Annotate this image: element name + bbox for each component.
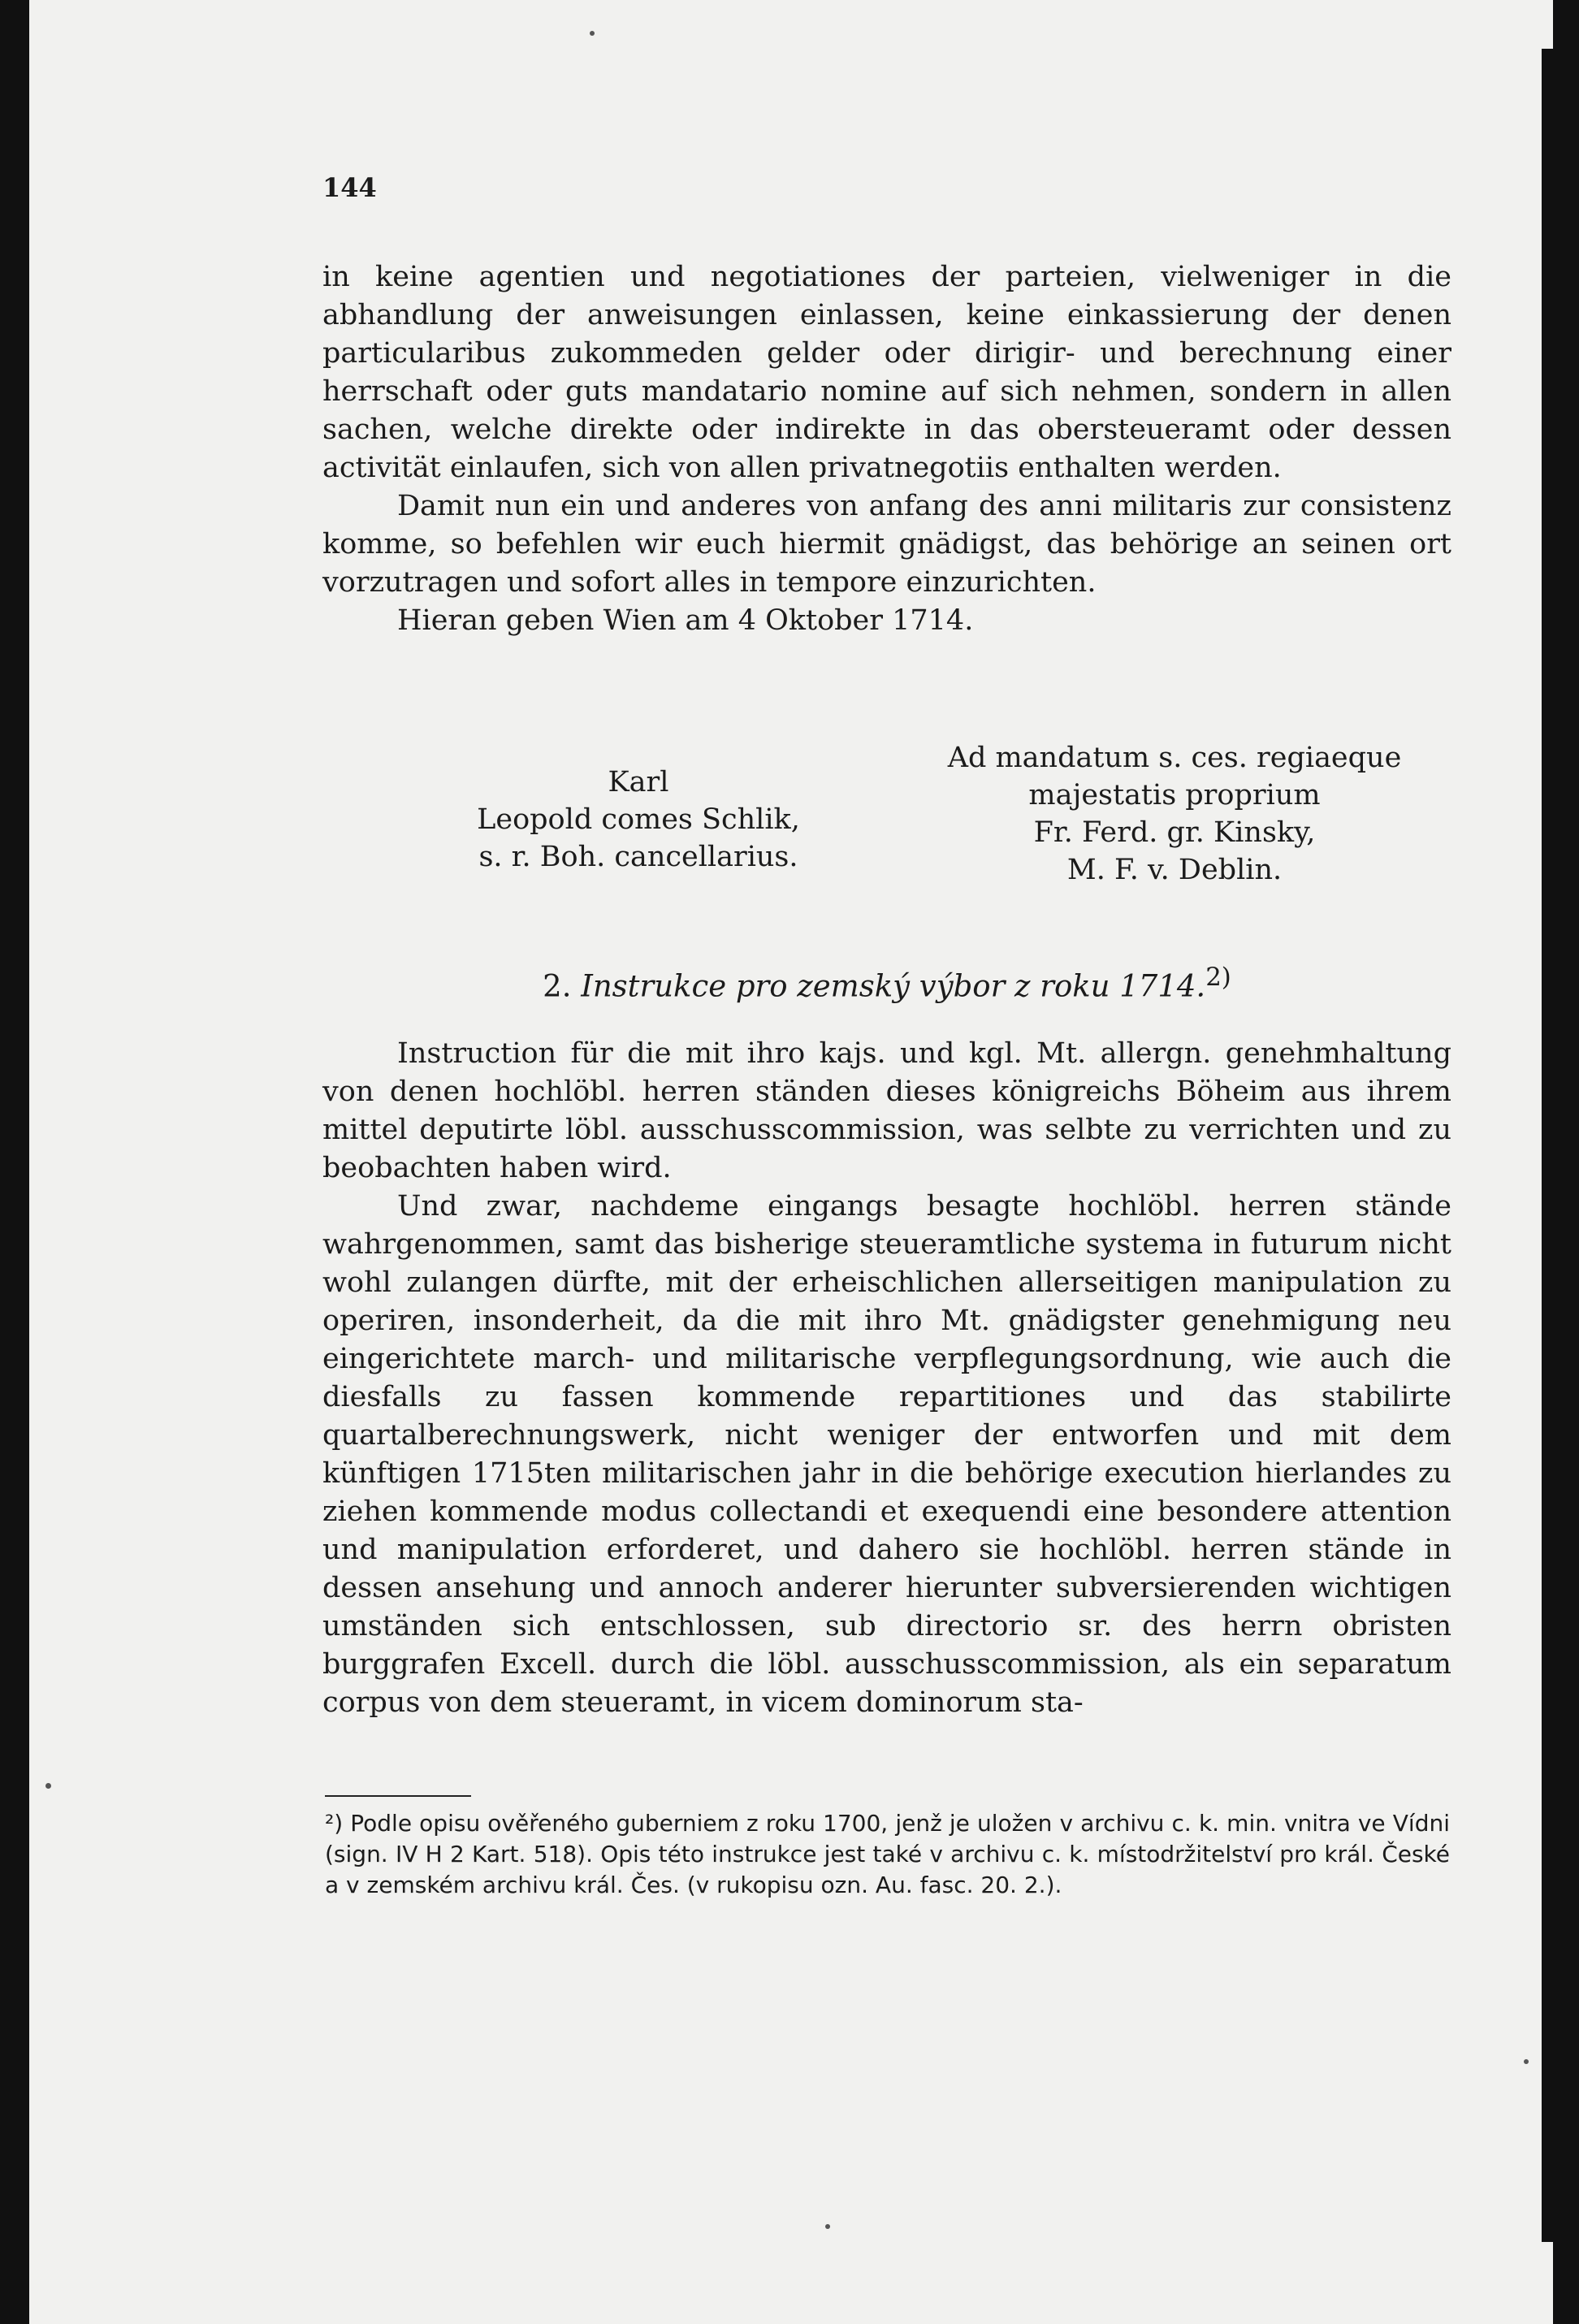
section-number: 2. <box>543 968 572 1004</box>
print-speck <box>825 2224 830 2229</box>
page-edge-shadow <box>1542 49 1553 2242</box>
signature-left <box>387 764 890 876</box>
footnote-rule <box>325 1795 471 1797</box>
footnote-mark: 2) <box>1205 963 1231 992</box>
paragraph: in keine agentien und negotiationes der parteien, vielweniger in die abhandlung der anweisungen einlassen, keine einkassierung der denen particularibus zukommeden gelder oder dirigir- und berechnung einer herrschaft oder guts mandatario nomine auf sich nehmen, sondern in allen sachen, welche direkte oder indirekte in das obersteueramt oder dessen activität einlaufen, sich von allen privatnegotiis enthalten werden. <box>322 261 1451 484</box>
paragraph: Damit nun ein und anderes von anfang des anni militaris zur consistenz komme, so befehlen wir euch hiermit gnädigst, das behörige an seinen ort vorzutragen und sofort alles in tempore einzurichten. <box>322 490 1451 599</box>
paragraph: Instruction für die mit ihro kajs. und kgl. Mt. allergn. genehmhaltung von denen hochlöbl. herren ständen dieses königreichs Böheim aus ihrem mittel deputirte löbl. ausschusscommission, was selbte zu verrichten und zu beobachten haben wird. <box>322 1037 1451 1184</box>
section-heading <box>322 963 1451 1003</box>
footnote: ²) Podle opisu ověřeného guberniem z roku 1700, jenž je uložen v archivu c. k. min. vnitra ve Vídni (sign. IV H 2 Kart. 518). Opis této instrukce jest také v archivu c. k. místodržitelství pro král. České a v zemském archivu král. Čes. (v rukopisu ozn. Au. fasc. 20. 2.). <box>325 1810 1450 1898</box>
signature-line: Fr. Ferd. gr. Kinsky, <box>1033 816 1316 849</box>
print-speck <box>45 1783 51 1789</box>
text-block-bottom <box>322 1035 1451 1722</box>
book-page <box>29 0 1553 2324</box>
print-speck <box>1524 2059 1529 2064</box>
text-block-top <box>322 258 1451 640</box>
signature-line: majestatis proprium <box>1028 779 1321 811</box>
signature-right <box>894 739 1455 889</box>
signature-line: Karl <box>608 766 669 798</box>
dateline: Hieran geben Wien am 4 Oktober 1714. <box>397 604 974 637</box>
section-title: Instrukce pro zemský výbor z roku 1714. <box>581 968 1206 1004</box>
signature-line: M. F. v. Deblin. <box>1066 854 1283 886</box>
page-number: 144 <box>322 172 377 203</box>
signature-line: Ad mandatum s. ces. regiaeque <box>947 742 1402 774</box>
paragraph: Und zwar, nachdeme eingangs besagte hochlöbl. herren stände wahrgenommen, samt das bisherige steueramtliche systema in futurum nicht wohl zulangen dürfte, mit der erheischlichen allerseitigen manipulation zu operiren, insonderheit, da die mit ihro Mt. gnädigster genehmigung neu eingerichtete march- und militarische verpflegungsordnung, wie auch die diesfalls zu fassen kommende repartitiones und das stabilirte quartalberechnungswerk, nicht weniger der entworfen und mit dem künftigen 1715ten militarischen jahr in die behörige execution hierlandes zu ziehen kommende modus collectandi et exequendi eine besondere attention und manipulation erforderet, und dahero sie hochlöbl. herren stände in dessen ansehung und annoch anderer hierunter subversierenden wichtigen umständen sich entschlossen, sub directorio sr. des herrn obristen burggrafen Excell. durch die löbl. ausschusscommission, als ein separatum corpus von dem steueramt, in vicem dominorum sta- <box>322 1190 1451 1719</box>
signature-line: Leopold comes Schlik, <box>477 803 800 836</box>
signature-line: s. r. Boh. cancellarius. <box>478 841 798 873</box>
print-speck <box>590 31 595 36</box>
